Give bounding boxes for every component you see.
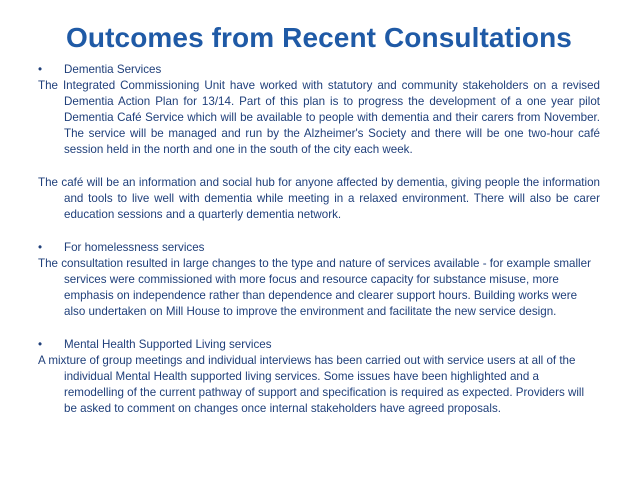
page-title: Outcomes from Recent Consultations <box>66 22 572 53</box>
section-heading-mental-health <box>38 337 600 353</box>
bullet-icon: • <box>38 338 43 351</box>
paragraph: The Integrated Commissioning Unit have worked with statutory and community stakeholders on a revised Dementia Action Plan for 13/14. Part of this plan is to progress the development of a one year pilot Dementia Café Service which will be available to people with dementia and their carers from November. The service will be managed and run by the Alzheimer's Society and there will be one two-hour café session held in the north and one in the south of the city each week. <box>38 79 600 156</box>
paragraph: The consultation resulted in large changes to the type and nature of services available - for example smaller services were commissioned with more focus and resource capacity for substance misuse, more emphasis on independence rather than dependence and clearer support hours. Building works were also undertaken on Mill House to improve the environment and facilitate the new service design. <box>38 257 591 318</box>
bullet-icon: • <box>38 63 43 76</box>
paragraph: The café will be an information and social hub for anyone affected by dementia, giving people the information and tools to live well with dementia while meeting in a relaxed environment. There will also be carer education sessions and a quarterly dementia network. <box>38 176 600 221</box>
section-heading-text: Dementia Services <box>64 63 162 76</box>
section-heading-text: For homelessness services <box>64 241 205 254</box>
section-heading-text: Mental Health Supported Living services <box>64 338 272 351</box>
section-heading-homelessness <box>38 240 600 256</box>
bullet-icon: • <box>38 241 43 254</box>
content-body <box>38 62 600 417</box>
section-heading-dementia <box>38 62 600 78</box>
paragraph: A mixture of group meetings and individual interviews has been carried out with service users at all of the individual Mental Health supported living services. Some issues have been highlighted and a remodelling of the current pathway of support and specification is required as expected. Providers will be asked to comment on changes once internal stakeholders have agreed proposals. <box>38 354 585 415</box>
